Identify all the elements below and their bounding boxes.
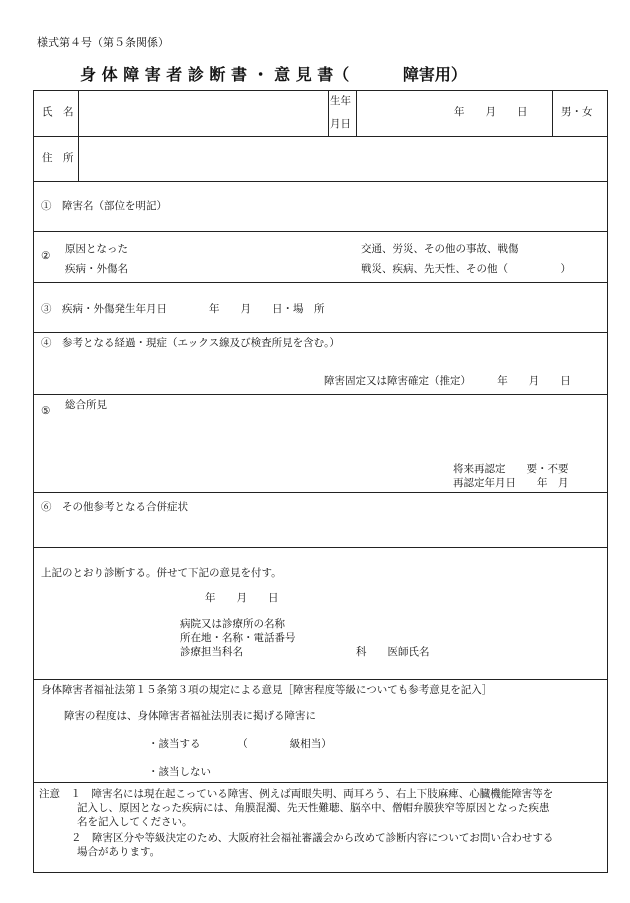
note-1-line-2: 記入し、原因となった疾病には、角膜混濁、先天性難聴、脳卒中、僧帽弁膜狭窄等原因となった疾患	[77, 802, 550, 814]
applies-option[interactable]: ・該当する （ 級相当）	[148, 738, 332, 750]
notes-section	[34, 783, 607, 874]
recertification-date-label: 再認定年月日 年 月	[453, 477, 569, 489]
note-1-line-1: 注意 １ 障害名には現在起こっている障害、例えば両眼失明、両耳ろう、右上下肢麻痺、心臓機能障害等を	[39, 788, 554, 800]
name-row	[34, 91, 607, 137]
birth-date-field[interactable]: 年 月 日	[454, 106, 528, 118]
opinion-section	[34, 680, 607, 783]
opinion-heading: 身体障害者福祉法第１５条第３項の規定による意見［障害程度等級についても参考意見を記入］	[41, 684, 493, 696]
note-1-line-3: 名を記入してください。	[77, 816, 193, 828]
disability-name-label: ① 障害名（部位を明記）	[41, 200, 167, 212]
form-number: 様式第４号（第５条関係）	[37, 36, 169, 49]
address-label: 住 所	[42, 152, 74, 164]
hospital-address-label: 所在地・名称・電話番号	[180, 632, 296, 644]
birth-label-2: 月日	[330, 118, 351, 130]
address-row	[34, 137, 607, 182]
disability-name-row[interactable]	[34, 182, 607, 232]
hospital-name-label: 病院又は診療所の名称	[180, 618, 285, 630]
department-label: 診療担当科名	[180, 646, 243, 658]
history-label: ④ 参考となる経過・現症（エックス線及び検査所見を含む。）	[41, 337, 340, 349]
form-title: 身 体 障 害 者 診 断 書 ・ 意 見 書（ 障害用）	[80, 65, 467, 84]
findings-number: ⑤	[41, 405, 51, 417]
cause-row[interactable]	[34, 232, 607, 283]
onset-row[interactable]	[34, 283, 607, 333]
address-field[interactable]	[79, 137, 607, 181]
note-2-line-1: ２ 障害区分や等級決定のため、大阪府社会福祉審議会から改めて診断内容についてお問い合わせする	[71, 832, 554, 844]
diagnosis-date[interactable]: 年 月 日	[205, 592, 279, 604]
onset-label: ③ 疾病・外傷発生年月日 年 月 日・場 所	[41, 303, 325, 315]
not-applies-option[interactable]: ・該当しない	[148, 766, 211, 778]
complications-row[interactable]	[34, 493, 607, 548]
diagnosis-section	[34, 548, 607, 680]
form-sheet	[33, 90, 608, 873]
birth-label-1: 生年	[330, 95, 351, 107]
findings-label: 総合所見	[65, 399, 107, 411]
cause-options-1: 交通、労災、その他の事故、戦傷	[361, 243, 519, 255]
fixed-date-label: 障害固定又は障害確定（推定） 年 月 日	[324, 375, 571, 387]
name-label: 氏 名	[42, 106, 74, 118]
diagnosis-statement: 上記のとおり診断する。併せて下記の意見を付す。	[41, 567, 282, 579]
history-row[interactable]	[34, 333, 607, 395]
note-2-line-2: 場合があります。	[77, 846, 161, 858]
sex-field[interactable]: 男・女	[561, 106, 593, 118]
cause-label-2: 疾病・外傷名	[65, 263, 128, 275]
name-field[interactable]	[79, 91, 328, 136]
opinion-lead: 障害の程度は、身体障害者福祉法別表に掲げる障害に	[64, 710, 316, 722]
cause-label-1: 原因となった	[65, 243, 128, 255]
recertification-label: 将来再認定 要・不要	[453, 463, 569, 475]
cause-options-2: 戦災、疾病、先天性、その他（ ）	[361, 263, 571, 275]
overall-findings-row[interactable]	[34, 395, 607, 493]
doctor-name-label: 科 医師氏名	[356, 646, 430, 658]
cause-number: ②	[41, 250, 51, 262]
complications-label: ⑥ その他参考となる合併症状	[41, 501, 188, 513]
